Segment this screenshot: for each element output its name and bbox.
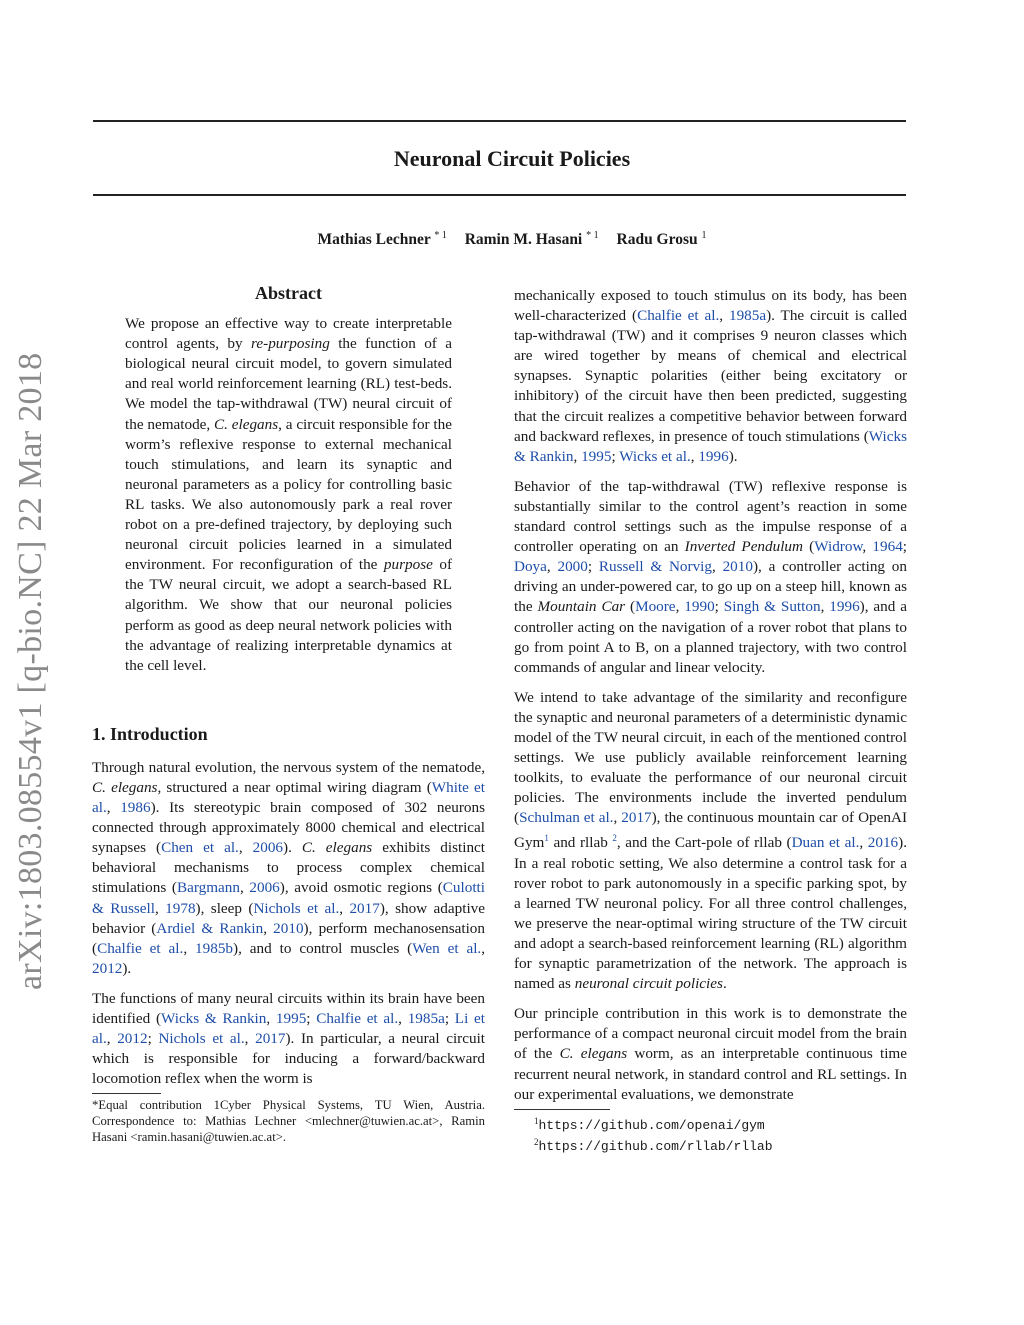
author-list [0,230,1024,249]
citation-link[interactable]: 1964 [872,538,903,556]
footnote-rule [514,1109,610,1110]
citation-link[interactable]: 2017 [621,809,652,827]
citation-link[interactable]: Widrow [814,538,863,556]
citation-link[interactable]: 1985a [407,1010,445,1027]
affiliation-footnote: *Equal contribution 1Cyber Physical Systems, TU Wien, Austria. Correspondence to: Mathias Lechner <mlechner@tuwien.ac.at>, Ramin Hasani <ramin.hasani@tuwien.ac.at>. [92,1098,485,1145]
title-bottom-rule [93,194,906,196]
intro-paragraph-1: Through natural evolution, the nervous system of the nematode, C. elegans, structured a near optimal wiring diagram (White et al., 1986). Its stereotypic brain composed of 302 neurons connected through approximately 8000 chemical and electrical synapses (Chen et al., 2006). C. elegans exhibits distinct behavioral mechanisms to process complex chemical stimulations (Bargmann, 2006), avoid osmotic regions (Culotti & Russell, 1978), sleep (Nichols et al., 2017), show adaptive behavior (Ardiel & Rankin, 2010), perform mechanosensation (Chalfie et al., 1985b), and to control muscles (Wen et al., 2012). [92,758,486,977]
citation-link[interactable]: Nichols et al. [253,899,340,917]
author-1: Mathias Lechner $^{* 1}$ [317,230,447,249]
right-column [514,286,907,1155]
top-rule [93,120,906,122]
arxiv-stamp: arXiv:1803.08554v1 [q-bio.NC] 22 Mar 2018 [12,352,49,990]
citation-link[interactable]: Wen et al. [412,939,482,957]
citation-link[interactable]: Schulman et al. [519,809,614,827]
citation-link[interactable]: 2006 [249,879,280,897]
citation-link[interactable]: Chalfie et al. [97,939,184,957]
author-3: Radu Grosu $^1$ [616,230,707,249]
citation-link[interactable]: 1995 [581,447,612,465]
citation-link[interactable]: 2010 [722,558,753,576]
citation-link[interactable]: Duan et al. [791,834,860,852]
footnote-1: $^1$https://github.com/openai/gym [534,1115,765,1133]
citation-link[interactable]: Singh & Sutton [723,598,821,616]
citation-link[interactable]: 2000 [557,558,588,576]
citation-link[interactable]: Li et al. [92,1010,485,1048]
gym-url-link[interactable]: https://github.com/openai/gym [538,1117,765,1133]
citation-link[interactable]: 2017 [349,899,380,917]
citation-link[interactable]: 1986 [120,799,151,817]
author-2: Ramin M. Hasani $^{* 1}$ [464,230,599,249]
citation-link[interactable]: 2016 [867,834,899,852]
left-column [92,283,485,1145]
intro-paragraph-5: We intend to take advantage of the similarity and reconfigure the synaptic and neuronal parameters of a deterministic dynamic model of the TW neural circuit, in each of the mentioned control settings. We use publicly available reinforcement learning toolkits, to evaluate the performance of our neuronal circuit policies. The environments include the inverted pendulum (Schulman et al., 2017), the continuous mountain car of OpenAI Gym$^1$ and rllab $^2$, and the Cart-pole of rllab (Duan et al., 2016). In a real robotic setting, We also determine a control task for a rover robot to park autonomously in a specific parking spot, by a learned TW neuronal policy. For all three control challenges, we preserve the near-optimal wiring structure of the TW circuit and adopt a search-based reinforcement learning (RL) algorithm for synaptic parametrization of the network. The approach is named as neuronal circuit policies. [514,688,908,993]
footnote-rule [92,1093,161,1094]
citation-link[interactable]: 1978 [165,899,196,917]
footnote-ref-1[interactable]: 1 [544,833,549,844]
citation-link[interactable]: 2017 [255,1030,286,1048]
citation-link[interactable]: Doya [514,558,547,576]
citation-link[interactable]: 1990 [684,598,715,616]
paper-title: Neuronal Circuit Policies [393,146,631,171]
citation-link[interactable]: 1996 [698,447,729,465]
citation-link[interactable]: 1996 [829,598,860,616]
citation-link[interactable]: 2012 [117,1030,148,1048]
rllab-url-link[interactable]: https://github.com/rllab/rllab [538,1139,773,1155]
citation-link[interactable]: Chalfie et al. [637,307,720,325]
intro-paragraph-4: Behavior of the tap-withdrawal (TW) reflexive response is substantially similar to the control agent’s reaction in some standard control settings such as the impulse response of a controller operating on an Inverted Pendulum (Widrow, 1964; Doya, 2000; Russell & Norvig, 2010), a controller acting on driving an under-powered car, to go up on a steep hill, known as the Mountain Car (Moore, 1990; Singh & Sutton, 1996), and a controller acting on the navigation of a rover robot that plans to go from point A to B, on a planned trajectory, with two control commands of angular and linear velocity. [514,477,908,676]
intro-paragraph-2: The functions of many neural circuits within its brain have been identified (Wicks & Rankin, 1995; Chalfie et al., 1985a; Li et al., 2012; Nichols et al., 2017). In particular, a neural circuit which is responsible for inducing a forward/backward locomotion reflex when the worm is [92,989,486,1088]
citation-link[interactable]: Moore [635,598,676,616]
citation-link[interactable]: 2006 [252,839,284,857]
intro-paragraph-6: Our principle contribution in this work is to demonstrate the performance of a compact neuronal circuit model from the brain of the C. elegans worm, as an interpretable continuous time recurrent neural network, in standard control and RL settings. In our experimental evaluations, we demonstrate [514,1005,907,1103]
abstract-body: We propose an effective way to create interpretable control agents, by re-purposing the function of a biological neural circuit model, to govern simulated and real world reinforcement learning (RL) test-beds. We model the tap-withdrawal (TW) neural circuit of the nematode, C. elegans, a circuit responsible for the worm’s reflexive response to external mechanical touch stimulations, and learn its synaptic and neuronal parameters as a policy for controlling basic RL tasks. We also autonomously park a real rover robot on a pre-defined trajectory, by deploying such neuronal circuit policies learned in a simulated environment. For reconfiguration of the purpose of the TW neural circuit, we adopt a search-based RL algorithm. We show that our neuronal policies perform as good as deep neural network policies with the advantage of realizing interpretable dynamics at the cell level. [125,315,452,674]
intro-paragraph-3: mechanically exposed to touch stimulus on its body, has been well-characterized (Chalfie et al., 1985a). The circuit is called tap-withdrawal (TW) and it comprises 9 neuron classes which are wired together by means of chemical and electrical synapses. Synaptic polarities (either being excitatory or inhibitory) of the circuit have then been predicted, suggesting that the circuit realizes a competitive behavior between forward and backward reflexes, in presence of touch stimulations (Wicks & Rankin, 1995; Wicks et al., 1996). [514,287,908,465]
footnote-ref-2[interactable]: 2 [612,833,617,844]
footnote-2: $^2$https://github.com/rllab/rllab [534,1136,773,1155]
abstract-heading: Abstract [255,283,322,303]
citation-link[interactable]: 1995 [275,1010,307,1027]
citation-link[interactable]: Bargmann [176,879,240,897]
citation-link[interactable]: Chen et al. [161,839,239,857]
citation-link[interactable]: 2012 [92,959,123,977]
citation-link[interactable]: Ardiel & Rankin [156,919,264,937]
citation-link[interactable]: Chalfie et al. [316,1010,399,1027]
citation-link[interactable]: White et al. [92,778,485,817]
citation-link[interactable]: Wicks & Rankin [514,427,907,465]
intro-heading: 1. Introduction [92,723,208,744]
citation-link[interactable]: Wicks & Rankin [161,1010,267,1027]
citation-link[interactable]: 2010 [273,919,304,937]
citation-link[interactable]: 1985a [728,307,767,325]
citation-link[interactable]: Nichols et al. [158,1030,245,1048]
citation-link[interactable]: Russell & Norvig [598,558,712,576]
citation-link[interactable]: Culotti & Russell [92,879,485,917]
citation-link[interactable]: Wicks et al. [619,447,691,465]
citation-link[interactable]: 1985b [195,939,234,957]
